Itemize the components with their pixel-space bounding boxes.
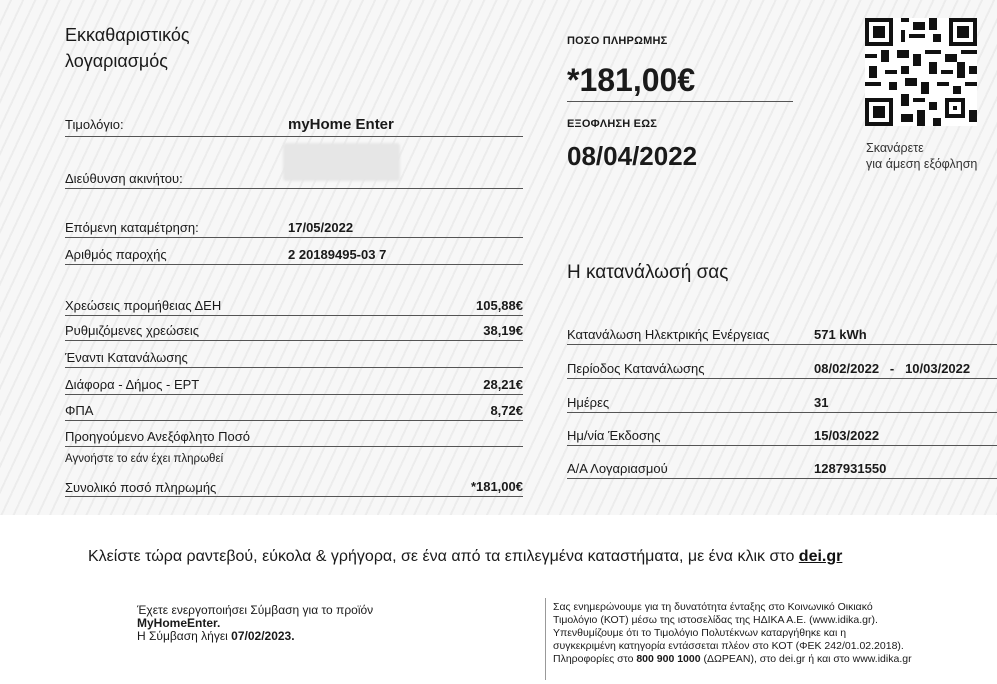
divider bbox=[567, 344, 997, 345]
bill-title bbox=[65, 22, 190, 74]
divider bbox=[65, 340, 523, 341]
charge-value: 8,72€ bbox=[490, 403, 523, 418]
divider bbox=[65, 264, 523, 265]
notice-line4: συγκεκριμένη κατηγορία εντάσσεται πλέον στο ΚΟΤ (ΦΕΚ 242/01.02.2018). bbox=[553, 640, 904, 652]
divider bbox=[567, 412, 997, 413]
total-label: Συνολικό ποσό πληρωμής bbox=[65, 480, 217, 495]
divider bbox=[65, 496, 523, 497]
bill-title-line1: Εκκαθαριστικός bbox=[65, 25, 190, 45]
qr-caption-line1: Σκανάρετε bbox=[866, 141, 924, 155]
bill-title-line2: λογαριασμός bbox=[65, 51, 168, 71]
notice-line3: Υπενθυμίζουμε ότι το Τιμολόγιο Πολυτέκνων καταργήθηκε και η bbox=[553, 627, 847, 639]
notice-line1: Σας ενημερώνουμε για τη δυνατότητα ένταξης στο Κοινωνικό Οικιακό bbox=[553, 601, 873, 613]
footer-divider bbox=[545, 598, 546, 680]
total-value: *181,00€ bbox=[470, 479, 523, 494]
social-tariff-notice bbox=[553, 601, 912, 666]
ignore-note: Αγνοήστε το εάν έχει πληρωθεί bbox=[65, 453, 224, 465]
notice-line2: Τιμολόγιο (ΚΟΤ) μέσω της ιστοσελίδας της ΗΔΙΚΑ Α.Ε. (www.idika.gr). bbox=[553, 614, 878, 626]
account-number-label: Α/Α Λογαριασμού bbox=[567, 461, 668, 476]
contract-expiry-date: 07/02/2023. bbox=[231, 629, 295, 643]
tariff-label: Τιμολόγιο: bbox=[65, 117, 124, 132]
charge-label: Έναντι Κατανάλωσης bbox=[65, 350, 188, 365]
next-reading-value: 17/05/2022 bbox=[288, 220, 354, 235]
charge-value: 28,21€ bbox=[483, 377, 523, 392]
property-address-label: Διεύθυνση ακινήτου: bbox=[65, 171, 183, 186]
notice-line5 bbox=[553, 653, 912, 666]
phone-number[interactable]: 800 900 1000 bbox=[636, 653, 701, 665]
contract-product: MyHomeEnter. bbox=[137, 616, 221, 630]
info-suffix: (ΔΩΡΕΑΝ), στο dei.gr ή και στο www.idika.gr bbox=[700, 653, 912, 665]
issue-date-label: Ημ/νία Έκδοσης bbox=[567, 428, 661, 443]
qr-caption-line2: για άμεση εξόφληση bbox=[866, 157, 978, 171]
qr-caption bbox=[866, 140, 977, 172]
divider bbox=[65, 188, 523, 189]
divider bbox=[567, 478, 997, 479]
promo-text bbox=[88, 548, 842, 566]
tariff-value: myHome Enter bbox=[288, 116, 394, 133]
charge-label: Προηγούμενο Ανεξόφλητο Ποσό bbox=[65, 429, 251, 444]
divider bbox=[65, 237, 523, 238]
divider bbox=[567, 101, 793, 102]
charge-label: ΦΠΑ bbox=[65, 403, 94, 418]
account-number-value: 1287931550 bbox=[814, 461, 887, 476]
divider bbox=[65, 394, 523, 395]
divider bbox=[65, 136, 523, 137]
divider bbox=[65, 315, 523, 316]
supply-number-value: 2 20189495-03 7 bbox=[288, 247, 387, 262]
consumption-heading: Η κατανάλωσή σας bbox=[567, 262, 729, 283]
contract-line1: Έχετε ενεργοποιήσει Σύμβαση για το προϊόν bbox=[137, 603, 374, 617]
contract-notice bbox=[137, 604, 373, 643]
charge-label: Ρυθμιζόμενες χρεώσεις bbox=[65, 323, 200, 338]
info-label: Πληροφορίες στο bbox=[553, 653, 637, 665]
promo-message: Κλείστε τώρα ραντεβού, εύκολα & γρήγορα, σε ένα από τα επιλεγμένα καταστήματα, με ένα κλικ στο bbox=[88, 548, 799, 565]
period-value: 08/02/2022 - 10/03/2022 bbox=[814, 361, 971, 376]
consumption-value: 571 kWh bbox=[814, 327, 867, 342]
divider bbox=[65, 420, 523, 421]
amount-label: ΠΟΣΟ ΠΛΗΡΩΜΗΣ bbox=[567, 35, 668, 47]
next-reading-label: Επόμενη καταμέτρηση: bbox=[65, 220, 199, 235]
issue-date-value: 15/03/2022 bbox=[814, 428, 880, 443]
amount-value: *181,00€ bbox=[567, 62, 696, 98]
supply-number-label: Αριθμός παροχής bbox=[65, 247, 167, 262]
charge-value: 105,88€ bbox=[476, 298, 523, 313]
days-value: 31 bbox=[814, 395, 829, 410]
redacted-address bbox=[283, 143, 400, 181]
divider bbox=[65, 367, 523, 368]
period-label: Περίοδος Κατανάλωσης bbox=[567, 361, 705, 376]
divider bbox=[567, 378, 997, 379]
due-date: 08/04/2022 bbox=[567, 141, 698, 171]
charge-value: 38,19€ bbox=[483, 323, 523, 338]
days-label: Ημέρες bbox=[567, 395, 610, 410]
due-label: ΕΞΟΦΛΗΣΗ ΕΩΣ bbox=[567, 118, 658, 130]
divider bbox=[567, 445, 997, 446]
qr-code-icon[interactable] bbox=[865, 18, 977, 126]
contract-expiry bbox=[137, 630, 373, 643]
charge-label: Χρεώσεις προμήθειας ΔΕΗ bbox=[65, 298, 222, 313]
consumption-label: Κατανάλωση Ηλεκτρικής Ενέργειας bbox=[567, 327, 770, 342]
divider bbox=[65, 446, 523, 447]
charge-label: Διάφορα - Δήμος - ΕΡΤ bbox=[65, 377, 200, 392]
dei-link[interactable]: dei.gr bbox=[798, 548, 843, 565]
contract-expiry-label: Η Σύμβαση λήγει bbox=[137, 629, 232, 643]
